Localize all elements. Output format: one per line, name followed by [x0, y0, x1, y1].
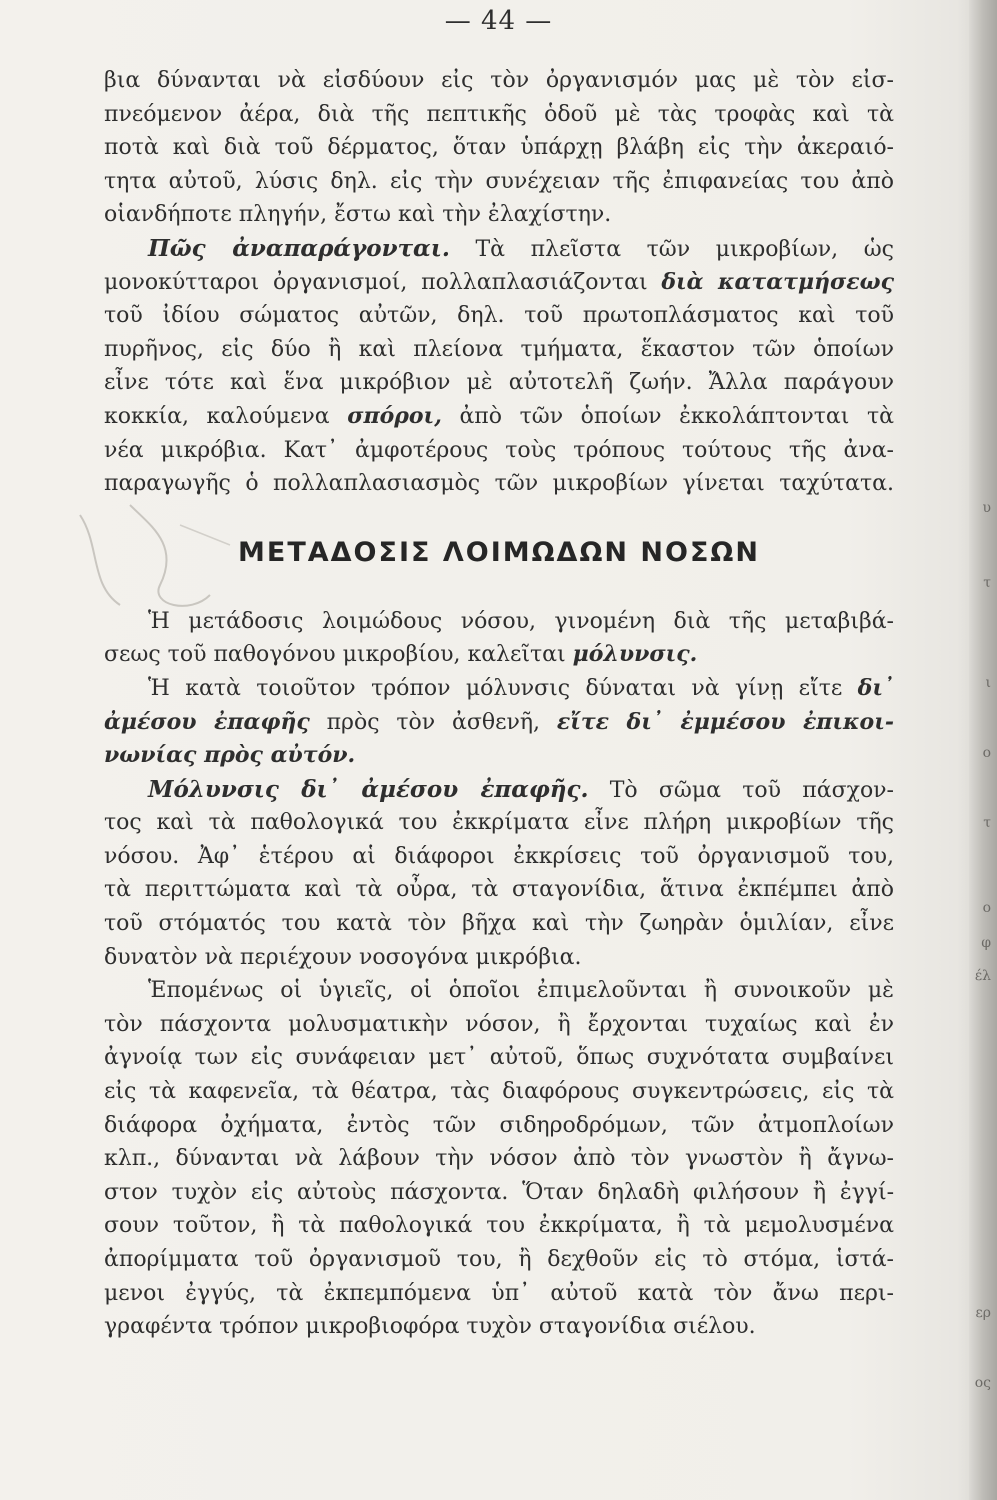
text-line: τος καὶ τὰ παθολογικά του ἐκκρίματα εἶνε πλήρη μικροβίων τῆς: [104, 810, 894, 836]
paragraph-reproduction: [104, 232, 894, 501]
text-run: σεως τοῦ παθογόνου μικροβίου, καλεῖται: [104, 642, 573, 668]
text-line: τητα αὐτοῦ, λύσις δηλ. εἰς τὴν συνέχειαν τῆς ἐπιφανείας του ἀπὸ: [104, 168, 894, 194]
emphasis-text: νωνίας πρὸς αὐτόν.: [104, 742, 356, 769]
text-line: εἰς τὰ καφενεῖα, τὰ θέατρα, τὰς διαφόρους συγκεντρώσεις, εἰς τὰ: [104, 1079, 894, 1105]
text-line: [104, 672, 894, 706]
text-line: μενοι ἐγγύς, τὰ ἐκπεμπόμενα ὑπ᾽ αὐτοῦ κατὰ τὸν ἄνω περι-: [104, 1280, 894, 1306]
text-line: [104, 232, 894, 266]
paragraph-transmission: [104, 605, 894, 672]
text-run: μονοκύτταροι ὀργανισμοί, πολλαπλασιάζονται: [104, 269, 662, 295]
text-line: βια δύνανται νὰ εἰσδύουν εἰς τὸν ὀργανισμόν μας μὲ τὸν εἰσ-: [104, 68, 894, 93]
text-line: νόσου. Ἀφ᾽ ἑτέρου αἱ διάφοροι ἐκκρίσεις τοῦ ὀργανισμοῦ του,: [104, 843, 894, 869]
text-line: ἀπορίμματα τοῦ ὀργανισμοῦ του, ἢ δεχθοῦν εἰς τὸ στόμα, ἱστά-: [104, 1247, 894, 1272]
emphasis-text: εἴτε δι᾽ ἐμμέσου ἐπικοι-: [556, 708, 894, 735]
text-line: παραγωγῆς ὁ πολλαπλασιασμὸς τῶν μικροβίων γίνεται ταχύτατα.: [104, 471, 894, 497]
text-run: πρὸς τὸν ἀσθενῆ,: [309, 709, 557, 735]
emphasis-text: διὰ κατατμήσεως: [661, 268, 894, 295]
text-line: οἱανδήποτε πληγήν, ἔστω καὶ τὴν ἐλαχίστην.: [104, 202, 612, 228]
text-line: Ἑπομένως οἱ ὑγιεῖς, οἱ ὁποῖοι ἐπιμελοῦνται ἢ συνοικοῦν μὲ: [148, 978, 894, 1004]
text-line: ποτὰ καὶ διὰ τοῦ δέρματος, ὅταν ὑπάρχῃ βλάβη εἰς τὴν ἀκεραιό-: [104, 135, 894, 161]
paragraph-intro: [104, 64, 894, 232]
margin-letter: ερ: [975, 1305, 991, 1321]
text-line: [104, 638, 894, 672]
text-line: τὸν πάσχοντα μολυσματικὴν νόσον, ἢ ἔρχονται τυχαίως καὶ ἐν: [104, 1011, 894, 1037]
text-line: νέα μικρόβια. Κατ᾽ ἀμφοτέρους τοὺς τρόπους τούτους τῆς ἀνα-: [104, 437, 894, 463]
margin-letter: φ: [981, 935, 991, 951]
run-in-heading: Πῶς ἀναπαράγονται.: [148, 234, 450, 262]
emphasis-text: δι᾽: [857, 674, 894, 701]
text-line: ἀγνοίᾳ των εἰς συνάφειαν μετ᾽ αὐτοῦ, ὅπως συχνότατα συμβαίνει: [104, 1045, 894, 1071]
text-line: γραφέντα τρόπον μικροβιοφόρα τυχὸν σταγονίδια σιέλου.: [104, 1314, 756, 1340]
text-line: πυρῆνος, εἰς δύο ἢ καὶ πλείονα τμήματα, ἕκαστον τῶν ὁποίων: [104, 336, 894, 362]
paragraph-infection-modes: [104, 672, 894, 773]
margin-letter: τ: [983, 815, 991, 831]
paragraph-consequently: [104, 974, 894, 1344]
emphasis-text: ἀμέσου ἐπαφῆς: [104, 708, 310, 735]
opposite-page-margin: [971, 0, 995, 1500]
text-line: δυνατὸν νὰ περιέχουν νοσογόνα μικρόβια.: [104, 944, 582, 970]
text-line: διάφορα ὀχήματα, ἐντὸς τῶν σιδηροδρόμων, τῶν ἀτμοπλοίων: [104, 1112, 894, 1138]
text-run: Τὸ σῶμα τοῦ πάσχον-: [588, 777, 894, 803]
text-line: [104, 739, 894, 773]
text-line: [104, 266, 894, 300]
margin-letter: ος: [974, 1375, 991, 1391]
text-line: τοῦ στόματός του κατὰ τὸν βῆχα καὶ τὴν ζωηρὰν ὁμιλίαν, εἶνε: [104, 911, 894, 937]
text-line: [104, 706, 894, 740]
emphasis-text: σπόροι,: [347, 402, 442, 429]
paragraph-direct-contact: [104, 773, 894, 975]
text-run: ἀπὸ τῶν ὁποίων ἐκκολάπτονται τὰ: [441, 403, 894, 429]
text-line: στον τυχὸν εἰς αὐτοὺς πάσχοντα. Ὅταν δηλαδὴ φιλήσουν ἢ ἐγγί-: [104, 1179, 894, 1205]
text-line: [104, 773, 894, 807]
margin-letter: υ: [982, 500, 991, 516]
text-run: Τὰ πλεῖστα τῶν μικροβίων, ὡς: [449, 236, 894, 262]
text-line: τὰ περιττώματα καὶ τὰ οὖρα, τὰ σταγονίδια, ἅτινα ἐκπέμπει ἀπὸ: [104, 877, 894, 903]
page-number: — 44 —: [444, 6, 553, 36]
run-in-heading: Μόλυνσις δι᾽ ἀμέσου ἐπαφῆς.: [148, 775, 589, 803]
margin-letter: ο: [982, 900, 991, 916]
margin-letter: τ: [983, 575, 991, 591]
margin-letter: ο: [982, 745, 991, 761]
text-line: [104, 400, 894, 434]
text-line: πνεόμενον ἀέρα, διὰ τῆς πεπτικῆς ὁδοῦ μὲ τὰς τροφὰς καὶ τὰ: [104, 101, 894, 127]
emphasis-text: μόλυνσις.: [572, 641, 698, 668]
text-run: Ἡ κατὰ τοιοῦτον τρόπον μόλυνσις δύναται νὰ γίνῃ εἴτε: [148, 675, 858, 701]
text-run: κοκκία, καλούμενα: [104, 403, 348, 429]
text-line: εἶνε τότε καὶ ἕνα μικρόβιον μὲ αὐτοτελῆ ζωήν. Ἄλλα παράγουν: [104, 370, 894, 396]
margin-letter: ι: [985, 675, 991, 691]
text-line: Ἡ μετάδοσις λοιμώδους νόσου, γινομένη διὰ τῆς μεταβιβά-: [148, 608, 894, 634]
margin-letter: έλ: [974, 968, 991, 984]
section-title: ΜΕΤΑΔΟΣΙΣ ΛΟΙΜΩΔΩΝ ΝΟΣΩΝ: [238, 536, 760, 568]
body-text: [104, 64, 894, 1344]
text-line: κλπ., δύνανται νὰ λάβουν τὴν νόσον ἀπὸ τὸν γνωστὸν ἢ ἄγνω-: [104, 1146, 894, 1172]
text-line: σουν τοῦτον, ἢ τὰ παθολογικά του ἐκκρίματα, ἢ τὰ μεμολυσμένα: [104, 1213, 894, 1239]
text-line: τοῦ ἰδίου σώματος αὐτῶν, δηλ. τοῦ πρωτοπλάσματος καὶ τοῦ: [104, 303, 894, 329]
